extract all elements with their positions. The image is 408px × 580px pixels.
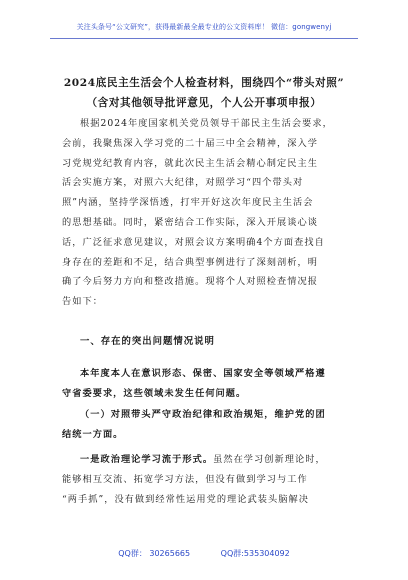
boldpara-line: 本年度本人在意识形态、保密、国家安全等领域严格遵 <box>80 368 326 379</box>
intro-line: 确了今后努力方向和整改措施。现将个人对照检查情况报 <box>62 276 318 288</box>
point-one-line-0: 虽然在学习创新理论时， <box>213 454 326 465</box>
subhead-line: （一）对照带头严守政治纪律和政治规矩，维护党的团 <box>80 409 326 420</box>
intro-line: 活会实施方案，对照六大纪律，对照学习“四个带头对 <box>62 177 304 189</box>
boldpara-line: 守省委要求，这些领域未发生任何问题。 <box>62 387 247 399</box>
footer <box>0 548 408 559</box>
point1-line: 能够相互交流、拓宽学习方法，但没有做到学习与工作 <box>62 473 308 485</box>
section-heading: 一、存在的突出问题情况说明 <box>80 336 215 347</box>
intro-line: 的思想基础。同时，紧密结合工作实际，深入开展谈心谈 <box>62 216 318 228</box>
intro-line: 告如下： <box>62 296 103 308</box>
intro-paragraph <box>62 114 356 312</box>
document-title: 2024底民主生活会个人检查材料，围绕四个“带头对照” <box>63 77 345 89</box>
header-divider <box>50 38 358 39</box>
qq-group-2: QQ群:535304092 <box>220 549 290 558</box>
document-subtitle: （含对其他领导批评意见，个人公开事项申报） <box>86 97 322 109</box>
intro-line: 会前，我聚焦深入学习党的二十届三中全会精神，深入学 <box>62 137 318 149</box>
intro-line: 身存在的差距和不足，结合典型事例进行了深刻剖析，明 <box>62 256 318 268</box>
point-one-paragraph <box>62 450 356 509</box>
intro-line: 话，广泛征求意见建议，对照会议方案明确4个方面查找自 <box>62 236 325 248</box>
qq-group-1: QQ群： 30265665 <box>118 549 191 558</box>
point-one-lead: 一是政治理论学习流于形式。 <box>80 454 214 465</box>
intro-line: 根据2024年度国家机关党员领导干部民主生活会要求， <box>80 118 333 129</box>
intro-line: 习党规党纪教育内容，就此次民主生活会精心制定民主生 <box>62 157 318 169</box>
sub-heading <box>62 405 356 445</box>
subhead-line: 结统一方面。 <box>62 428 124 440</box>
point-one-first-line <box>62 450 356 470</box>
bold-paragraph <box>62 364 356 404</box>
intro-line: 照”内涵，坚持学深悟透，打牢开好这次年度民主生活会 <box>62 197 314 209</box>
header-banner: 关注头条号“公文研究”，获得最新最全最专业的公文资料库！ 微信：gongwenyj <box>76 23 332 31</box>
point1-line: “两手抓”，没有做到经常性运用党的理论武装头脑解决 <box>62 493 309 505</box>
